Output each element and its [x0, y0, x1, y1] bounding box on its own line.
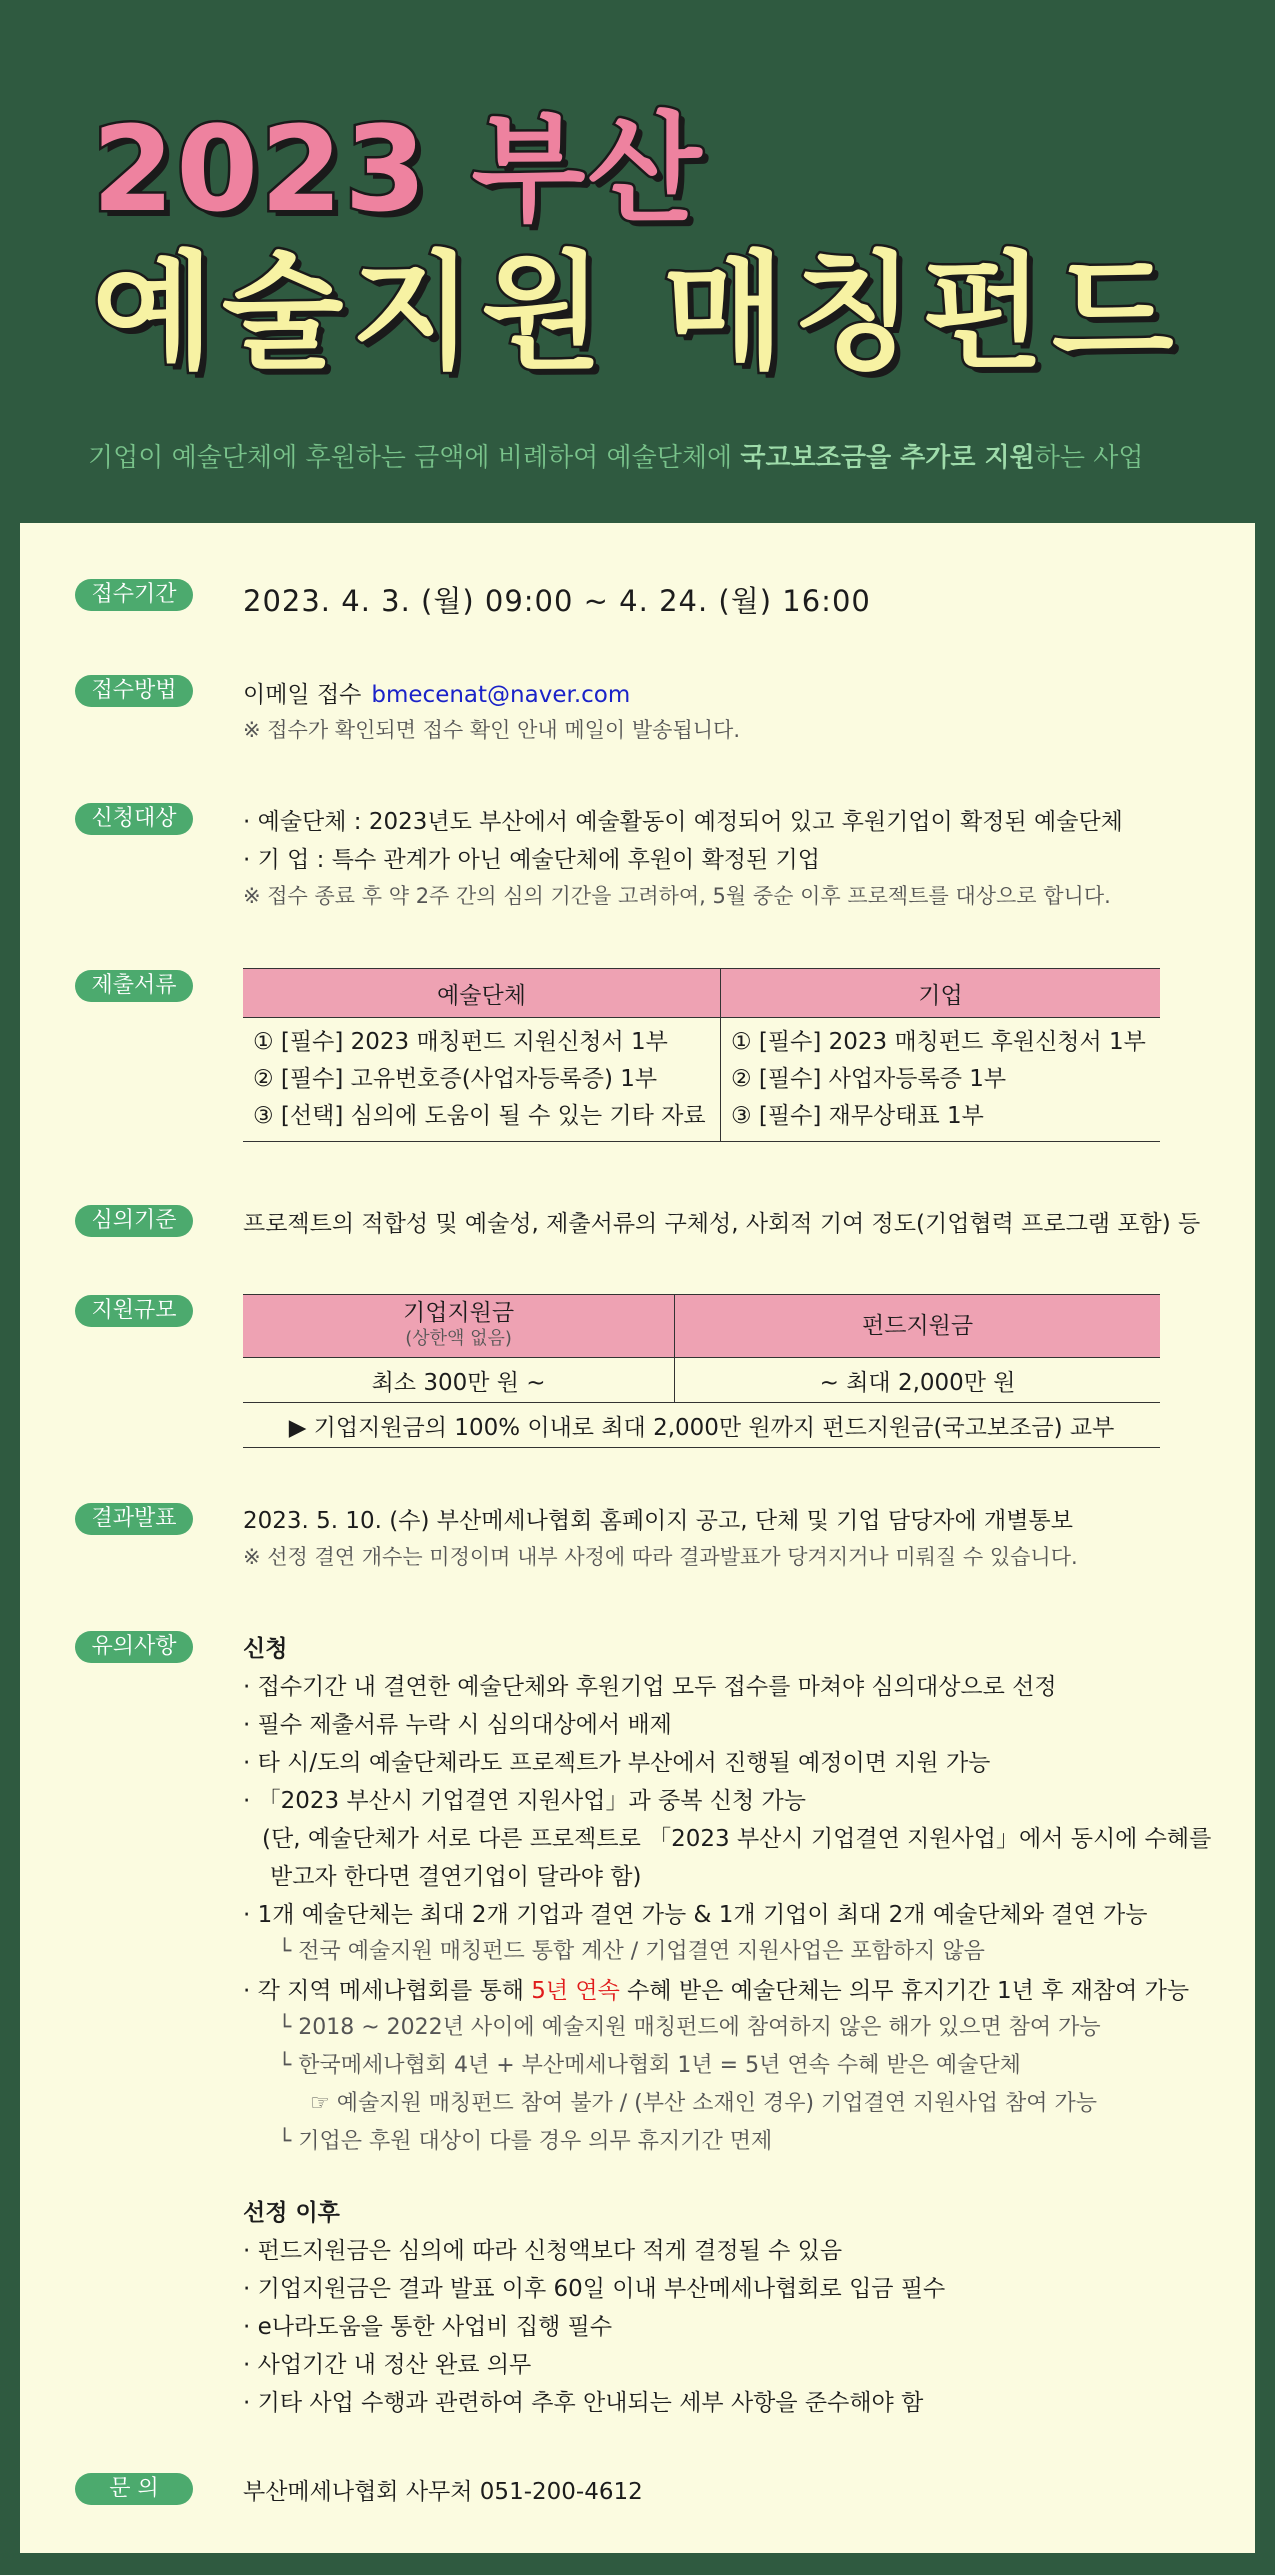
notice-item: · 1개 예술단체는 최대 2개 기업과 결연 가능 & 1개 기업이 최대 2개 예술단체와 결연 가능: [243, 1902, 1148, 1928]
notice-item: · 접수기간 내 결연한 예술단체와 후원기업 모두 접수를 마쳐야 심의대상으로 선정: [243, 1674, 1057, 1700]
content-panel: [20, 523, 1255, 2553]
notice-subitem: └ 2018 ~ 2022년 사이에 예술지원 매칭펀드에 참여하지 않은 해가 있으면 참여 가능: [278, 2015, 1101, 2040]
after-item: · 기타 사업 수행과 관련하여 추후 안내되는 세부 사항을 준수해야 함: [243, 2390, 924, 2416]
notice-subitem: ☞ 예술지원 매칭펀드 참여 불가 / (부산 소재인 경우) 기업결연 지원사업 참여 가능: [310, 2091, 1098, 2116]
scale-fund-value: ~ 최대 2,000만 원: [675, 1358, 1160, 1403]
documents-arts-cell: ① [필수] 2023 매칭펀드 지원신청서 1부 ② [필수] 고유번호증(사업자등록증) 1부 ③ [선택] 심의에 도움이 될 수 있는 기타 자료: [243, 1018, 720, 1142]
result-label: 결과발표: [75, 1503, 193, 1535]
contact-label: 문 의: [75, 2473, 193, 2505]
criteria-text: 프로젝트의 적합성 및 예술성, 제출서류의 구체성, 사회적 기여 정도(기업협력 프로그램 포함) 등: [243, 1211, 1201, 1237]
scale-company-value: 최소 300만 원 ~: [243, 1358, 675, 1403]
after-item: · 기업지원금은 결과 발표 이후 60일 이내 부산메세나협회로 입금 필수: [243, 2276, 946, 2302]
criteria-label: 심의기준: [75, 1205, 193, 1237]
title-line-2: 예술지원 매칭펀드: [92, 239, 1182, 386]
contact-text: 부산메세나협회 사무처 051-200-4612: [243, 2479, 643, 2505]
period-label: 접수기간: [75, 579, 193, 611]
method-label: 접수방법: [75, 675, 193, 707]
title-line-1: 2023 부산: [92, 100, 704, 238]
target-note: ※ 접수 종료 후 약 2주 간의 심의 기간을 고려하여, 5월 중순 이후 프로젝트를 대상으로 합니다.: [243, 884, 1111, 908]
notice-item: · 각 지역 메세나협회를 통해 5년 연속 수혜 받은 예술단체는 의무 휴지기간 1년 후 재참여 가능: [243, 1978, 1190, 2004]
scale-header-company: 기업지원금 (상한액 없음): [243, 1295, 675, 1358]
documents-company-cell: ① [필수] 2023 매칭펀드 후원신청서 1부 ② [필수] 사업자등록증 1부 ③ [필수] 재무상태표 1부: [720, 1018, 1160, 1142]
notice-subitem: └ 기업은 후원 대상이 다를 경우 의무 휴지기간 면제: [278, 2129, 773, 2154]
notice-label: 유의사항: [75, 1631, 193, 1663]
target-label: 신청대상: [75, 803, 193, 835]
target-line-1: · 예술단체 : 2023년도 부산에서 예술활동이 예정되어 있고 후원기업이 확정된 예술단체: [243, 809, 1123, 835]
target-line-2: · 기 업 : 특수 관계가 아닌 예술단체에 후원이 확정된 기업: [243, 847, 820, 873]
method-note: ※ 접수가 확인되면 접수 확인 안내 메일이 발송됩니다.: [243, 718, 741, 742]
documents-header-arts: 예술단체: [243, 969, 720, 1018]
notice-item: · 타 시/도의 예술단체라도 프로젝트가 부산에서 진행될 예정이면 지원 가능: [243, 1750, 991, 1776]
subtitle: 기업이 예술단체에 후원하는 금액에 비례하여 예술단체에 국고보조금을 추가로 지원하는 사업: [88, 443, 1144, 473]
notice-item: (단, 예술단체가 서로 다른 프로젝트로 「2023 부산시 기업결연 지원사업」에서 동시에 수혜를: [262, 1826, 1212, 1852]
after-item: · 사업기간 내 정산 완료 의무: [243, 2352, 532, 2378]
notice-item: 받고자 한다면 결연기업이 달라야 함): [270, 1864, 642, 1890]
notice-item: · 필수 제출서류 누락 시 심의대상에서 배제: [243, 1712, 672, 1738]
email-link[interactable]: bmecenat@naver.com: [371, 682, 631, 708]
scale-footer: ▶ 기업지원금의 100% 이내로 최대 2,000만 원까지 펀드지원금(국고보조금) 교부: [243, 1403, 1160, 1448]
method-text: 이메일 접수 bmecenat@naver.com: [243, 682, 631, 708]
documents-label: 제출서류: [75, 970, 193, 1002]
after-item: · e나라도움을 통한 사업비 집행 필수: [243, 2314, 613, 2340]
notice-item: · 「2023 부산시 기업결연 지원사업」과 중복 신청 가능: [243, 1788, 806, 1814]
notice-subitem: └ 한국메세나협회 4년 + 부산메세나협회 1년 = 5년 연속 수혜 받은 예술단체: [278, 2053, 1021, 2078]
notice-subitem: └ 전국 예술지원 매칭펀드 통합 계산 / 기업결연 지원사업은 포함하지 않음: [278, 1939, 985, 1964]
scale-header-fund: 펀드지원금: [675, 1295, 1160, 1358]
after-heading: 선정 이후: [243, 2200, 340, 2226]
documents-table: [243, 968, 1160, 1142]
result-note: ※ 선정 결연 개수는 미정이며 내부 사정에 따라 결과발표가 당겨지거나 미뤄질 수 있습니다.: [243, 1545, 1078, 1569]
period-value: 2023. 4. 3. (월) 09:00 ~ 4. 24. (월) 16:00: [243, 584, 871, 618]
scale-table: [243, 1294, 1160, 1448]
result-text: 2023. 5. 10. (수) 부산메세나협회 홈페이지 공고, 단체 및 기업 담당자에 개별통보: [243, 1508, 1073, 1534]
apply-heading: 신청: [243, 1636, 288, 1662]
documents-header-company: 기업: [720, 969, 1160, 1018]
scale-label: 지원규모: [75, 1295, 193, 1327]
after-item: · 펀드지원금은 심의에 따라 신청액보다 적게 결정될 수 있음: [243, 2238, 843, 2264]
